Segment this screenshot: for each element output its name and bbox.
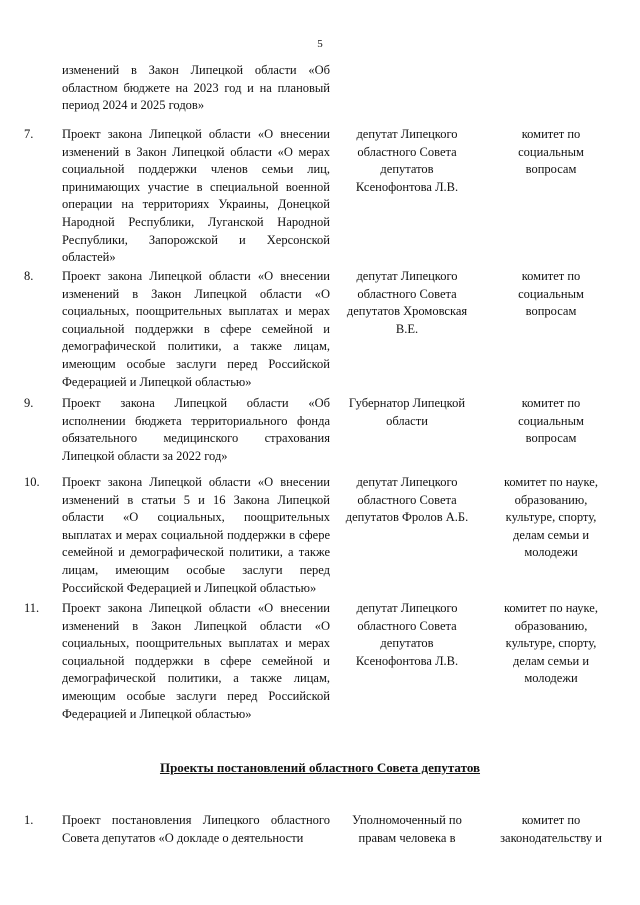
item-committee: комитет по социальным вопросам: [518, 396, 584, 446]
item-number: 1.: [24, 813, 34, 827]
item-title: Проект закона Липецкой области «О внесении изменений в Закон Липецкой области «О мерах социальной поддержки членов семьи лиц, принимающих участие в специальной военной операции на территориях Украины, Донецкой Народной Республики, Луганской Народной Республики, Запорожской и Херсонской областей»: [62, 127, 330, 265]
item-title: Проект закона Липецкой области «О внесении изменений в Закон Липецкой области «О социальных, поощрительных выплатах и мерах социальной поддержки в сфере семейной и демографической политики, а также лицам, имеющим особые заслуги перед Российской Федерацией и Липецкой областью»: [62, 269, 330, 389]
section-heading: Проекты постановлений областного Совета депутатов: [159, 760, 481, 775]
item-author: депутат Липецкого областного Совета депутатов Ксенофонтова Л.В.: [355, 601, 459, 668]
item-title: Проект закона Липецкой области «Об исполнении бюджета территориального фонда обязательного медицинского страхования Липецкой области за 2022 год»: [62, 396, 330, 463]
item-title: Проект закона Липецкой области «О внесении изменений в статьи 5 и 16 Закона Липецкой области «О социальных, поощрительных выплатах и мерах социальной поддержки в сфере семейной и демографической политики, а также лицам, имеющим особые заслуги перед Российской Федерацией и Липецкой областью»: [62, 475, 330, 595]
item-author: депутат Липецкого областного Совета депутатов Фролов А.Б.: [345, 475, 469, 525]
item-number: 10.: [24, 475, 40, 489]
item-committee: комитет по науке, образованию, культуре, спорту, делам семьи и молодежи: [503, 475, 598, 560]
item-number: 11.: [24, 601, 40, 615]
item-author: депутат Липецкого областного Совета депутатов Хромовская В.Е.: [346, 269, 468, 336]
item-number: 7.: [24, 127, 34, 141]
item-number: 9.: [24, 396, 34, 410]
item-committee: комитет по социальным вопросам: [518, 269, 584, 319]
item-title: Проект закона Липецкой области «О внесении изменений в Закон Липецкой области «О социальных, поощрительных выплатах и мерах социальной поддержки в сфере семейной и демографической политики, а также лицам, имеющим особые заслуги перед Российской Федерацией и Липецкой областью»: [62, 601, 330, 721]
item-author: депутат Липецкого областного Совета депутатов Ксенофонтова Л.В.: [355, 127, 459, 194]
item-committee: комитет по законодательству и: [500, 813, 602, 845]
item-committee: комитет по науке, образованию, культуре, спорту, делам семьи и молодежи: [503, 601, 598, 686]
item-number: 8.: [24, 269, 34, 283]
continuation-title: изменений в Закон Липецкой области «Об областном бюджете на 2023 год и на плановый период 2024 и 2025 годов»: [62, 63, 330, 113]
item-committee: комитет по социальным вопросам: [518, 127, 584, 177]
item-author: Уполномоченный по правам человека в: [352, 813, 462, 845]
item-author: Губернатор Липецкой области: [348, 396, 466, 428]
page-number: 5: [317, 38, 323, 50]
item-title: Проект постановления Липецкого областного Совета депутатов «О докладе о деятельности: [62, 813, 330, 845]
